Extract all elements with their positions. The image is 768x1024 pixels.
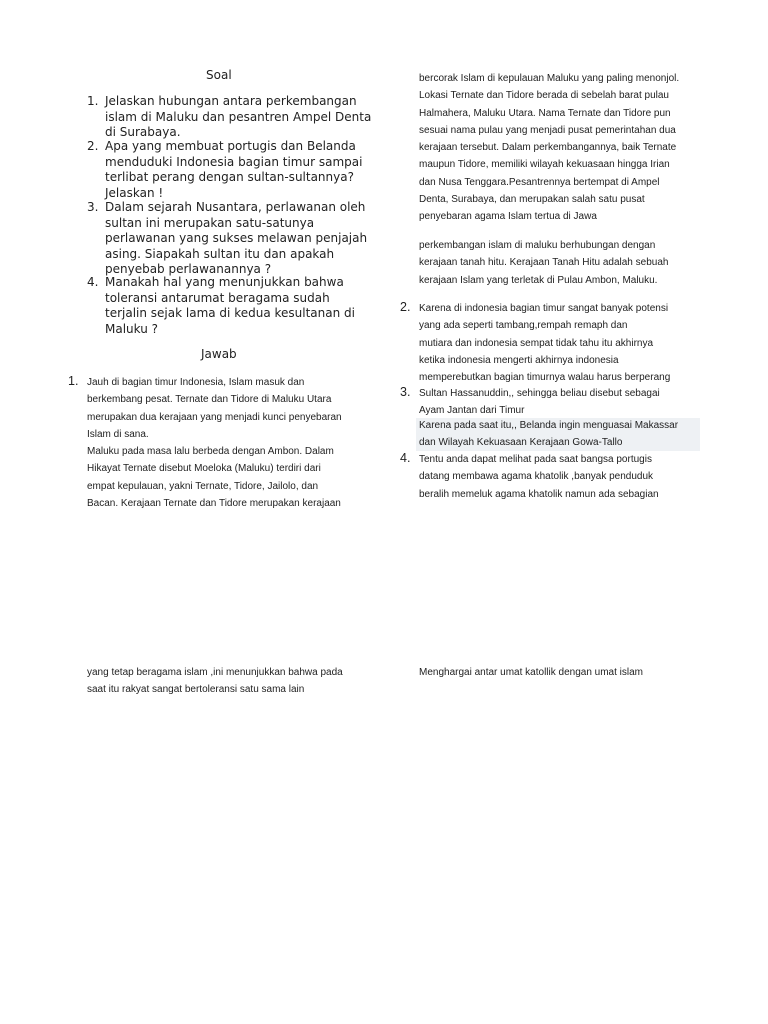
answer-line: Menghargai antar umat katollik dengan umat islam xyxy=(419,667,644,678)
answer-line: Jauh di bagian timur Indonesia, Islam masuk dan xyxy=(87,377,305,388)
answer-4-text xyxy=(419,451,709,503)
answer-3-number: 3. xyxy=(400,385,411,399)
answer-line: Denta, Surabaya, dan merupakan salah satu pusat xyxy=(419,194,645,206)
question-number: 2. xyxy=(87,139,99,153)
answer-line: merupakan dua kerajaan yang menjadi kunci penyebaran xyxy=(87,411,342,423)
answer-3-text xyxy=(419,385,709,420)
question-line: terlibat perang dengan sultan-sultannya? xyxy=(105,170,354,185)
answer-line: beralih memeluk agama khatolik namun ada sebagian xyxy=(419,488,659,500)
answer-line: empat kepulauan, yakni Ternate, Tidore, Jailolo, dan xyxy=(87,480,319,492)
answer-line: perkembangan islam di maluku berhubungan dengan xyxy=(419,240,656,251)
question-line: di Surabaya. xyxy=(105,125,181,140)
answer-1-text xyxy=(87,374,377,512)
question-1 xyxy=(87,94,395,141)
answer-line: Tentu anda dapat melihat pada saat bangsa portugis xyxy=(419,454,652,465)
answer-4-number: 4. xyxy=(400,451,411,465)
answer-line: Halmahera, Maluku Utara. Nama Ternate dan Tidore pun xyxy=(419,107,671,119)
answer-line: berkembang pesat. Ternate dan Tidore di Maluku Utara xyxy=(87,394,332,406)
answer-line: Hikayat Ternate disebut Moeloka (Maluku) terdiri dari xyxy=(87,463,321,475)
answer-1-extra xyxy=(419,237,709,289)
question-line: Jelaskan hubungan antara perkembangan xyxy=(105,94,357,108)
question-3 xyxy=(87,200,395,278)
question-line: terjalin sejak lama di kedua kesultanan di xyxy=(105,306,355,321)
answer-line: Maluku pada masa lalu berbeda dengan Ambon. Dalam xyxy=(87,446,334,458)
answer-line: yang tetap beragama islam ,ini menunjukkan bahwa pada xyxy=(87,667,343,678)
question-number: 1. xyxy=(87,94,99,108)
answer-line: kerajaan tanah hitu. Kerajaan Tanah Hitu adalah sebuah xyxy=(419,257,669,269)
answer-line: Karena di indonesia bagian timur sangat banyak potensi xyxy=(419,303,669,314)
question-line: sultan ini merupakan satu-satunya xyxy=(105,215,315,230)
question-line: Jelaskan ! xyxy=(105,185,164,200)
answer-4-end xyxy=(419,664,709,681)
question-line: Dalam sejarah Nusantara, perlawanan oleh xyxy=(105,200,366,214)
answer-line: penyebaran agama Islam tertua di Jawa xyxy=(419,211,597,223)
answer-line: Ayam Jantan dari Timur xyxy=(419,405,525,417)
answer-line: memperebutkan bagian timurnya walau harus berperang xyxy=(419,372,671,384)
question-line: Apa yang membuat portugis dan Belanda xyxy=(105,139,356,153)
answer-line: dan Wilayah Kekuasaan Kerajaan Gowa-Tallo xyxy=(419,436,623,448)
question-line: perlawanan yang sukses melawan penjajah xyxy=(105,231,368,246)
answer-line: kerajaan tersebut. Dalam perkembangannya, baik Ternate xyxy=(419,142,677,154)
soal-heading: Soal xyxy=(206,68,232,82)
question-line: toleransi antarumat beragama sudah xyxy=(105,290,330,305)
answer-line: ketika indonesia mengerti akhirnya indonesia xyxy=(419,354,619,366)
question-line: Maluku ? xyxy=(105,321,159,336)
answer-line: maupun Tidore, memiliki wilayah kekuasaan hingga Irian xyxy=(419,159,670,171)
question-line: Manakah hal yang menunjukkan bahwa xyxy=(105,275,344,289)
answer-line: bercorak Islam di kepulauan Maluku yang paling menonjol. xyxy=(419,73,680,84)
answer-line: Karena pada saat itu,, Belanda ingin menguasai Makassar xyxy=(419,420,679,431)
answer-line: datang membawa agama khatolik ,banyak penduduk xyxy=(419,471,654,483)
answer-line: dan Nusa Tenggara.Pesantrennya bertempat di Ampel xyxy=(419,176,660,188)
question-line: menduduki Indonesia bagian timur sampai xyxy=(105,154,363,169)
answer-2-text xyxy=(419,300,709,386)
question-number: 4. xyxy=(87,275,99,289)
question-line: asing. Siapakah sultan itu dan apakah xyxy=(105,246,335,261)
question-4 xyxy=(87,275,395,337)
answer-4-continuation xyxy=(87,664,377,699)
answer-line: mutiara dan indonesia sempat tidak tahu itu akhirnya xyxy=(419,337,654,349)
answer-line: Lokasi Ternate dan Tidore berada di sebelah barat pulau xyxy=(419,90,669,102)
question-line: islam di Maluku dan pesantren Ampel Denta xyxy=(105,109,372,124)
answer-line: sesuai nama pulau yang menjadi pusat pemerintahan dua xyxy=(419,124,676,136)
question-number: 3. xyxy=(87,200,99,214)
question-2 xyxy=(87,139,395,201)
answer-line: Bacan. Kerajaan Ternate dan Tidore merupakan kerajaan xyxy=(87,498,341,510)
answer-line: yang ada seperti tambang,rempah remaph dan xyxy=(419,320,628,332)
question-line: penyebab perlawanannya ? xyxy=(105,262,272,277)
answer-line: Islam di sana. xyxy=(87,428,149,440)
answer-1-continuation xyxy=(419,70,709,226)
answer-1-number: 1. xyxy=(68,374,79,388)
answer-line: Sultan Hassanuddin,, sehingga beliau disebut sebagai xyxy=(419,388,660,399)
answer-line: saat itu rakyat sangat bertoleransi satu sama lain xyxy=(87,684,305,696)
answer-line: kerajaan Islam yang terletak di Pulau Ambon, Maluku. xyxy=(419,274,658,286)
answer-2-number: 2. xyxy=(400,300,411,314)
jawab-heading: Jawab xyxy=(201,347,237,361)
answer-3-highlight xyxy=(416,418,700,451)
